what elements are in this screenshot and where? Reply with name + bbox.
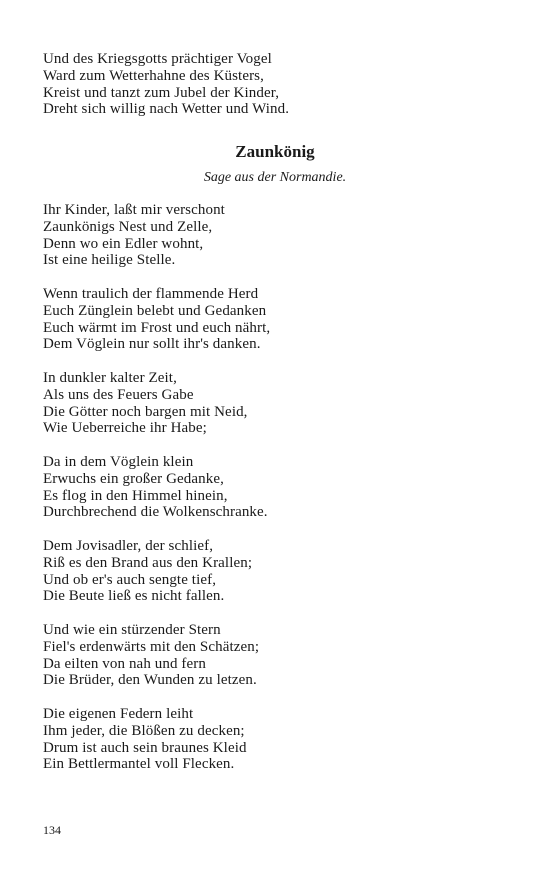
verse-line: Und wie ein stürzender Stern <box>43 622 221 638</box>
page-number: 134 <box>43 823 61 837</box>
verse-line: Ein Bettlermantel voll Flecken. <box>43 756 235 773</box>
poem-stanza <box>43 706 503 773</box>
poem-stanza <box>43 622 503 689</box>
verse-line: Dem Vöglein nur sollt ihr's danken. <box>43 336 261 353</box>
verse-line: Denn wo ein Edler wohnt, <box>43 235 204 252</box>
poem-stanza <box>43 538 503 605</box>
verse-line: Erwuchs ein großer Gedanke, <box>43 470 224 487</box>
poem-subtitle: Sage aus der Normandie. <box>203 170 347 185</box>
verse-line: Dem Jovisadler, der schlief, <box>43 538 214 554</box>
verse-line: Durchbrechend die Wolkenschranke. <box>43 504 268 521</box>
poem-stanza <box>43 202 503 269</box>
verse-line: Euch Zünglein belebt und Gedanken <box>43 302 267 319</box>
verse-line: Euch wärmt im Frost und euch nährt, <box>43 319 271 336</box>
verse-line: Wenn traulich der flammende Herd <box>43 286 259 302</box>
verse-line: Da eilten von nah und fern <box>43 655 206 672</box>
verse-line: Es flog in den Himmel hinein, <box>43 487 228 504</box>
poem-title: Zaunkönig <box>235 142 315 161</box>
verse-line: Und des Kriegsgotts prächtiger Vogel <box>43 51 272 67</box>
verse-line: Fiel's erdenwärts mit den Schätzen; <box>43 638 260 655</box>
verse-line: Und ob er's auch sengte tief, <box>43 571 217 588</box>
verse-line: Ihm jeder, die Blößen zu decken; <box>43 722 245 739</box>
verse-line: Die eigenen Federn leiht <box>43 706 194 722</box>
verse-line: Die Brüder, den Wunden zu letzen. <box>43 672 257 689</box>
verse-line: Ihr Kinder, laßt mir verschont <box>43 202 225 218</box>
verse-line: In dunkler kalter Zeit, <box>43 370 177 386</box>
poem-stanza <box>43 286 503 353</box>
verse-line: Die Beute ließ es nicht fallen. <box>43 588 225 605</box>
poem-stanza <box>43 370 503 437</box>
previous-poem-stanza <box>43 51 503 118</box>
verse-line: Ward zum Wetterhahne des Küsters, <box>43 67 264 84</box>
verse-line: Als uns des Feuers Gabe <box>43 386 194 403</box>
poem-stanza <box>43 454 503 521</box>
verse-line: Riß es den Brand aus den Krallen; <box>43 554 253 571</box>
verse-line: Zaunkönigs Nest und Zelle, <box>43 218 213 235</box>
verse-line: Drum ist auch sein braunes Kleid <box>43 739 247 756</box>
verse-line: Wie Ueberreiche ihr Habe; <box>43 420 207 437</box>
verse-line: Da in dem Vöglein klein <box>43 454 194 470</box>
verse-line: Kreist und tanzt zum Jubel der Kinder, <box>43 84 280 101</box>
verse-line: Ist eine heilige Stelle. <box>43 252 176 269</box>
verse-line: Dreht sich willig nach Wetter und Wind. <box>43 101 290 118</box>
verse-line: Die Götter noch bargen mit Neid, <box>43 403 248 420</box>
